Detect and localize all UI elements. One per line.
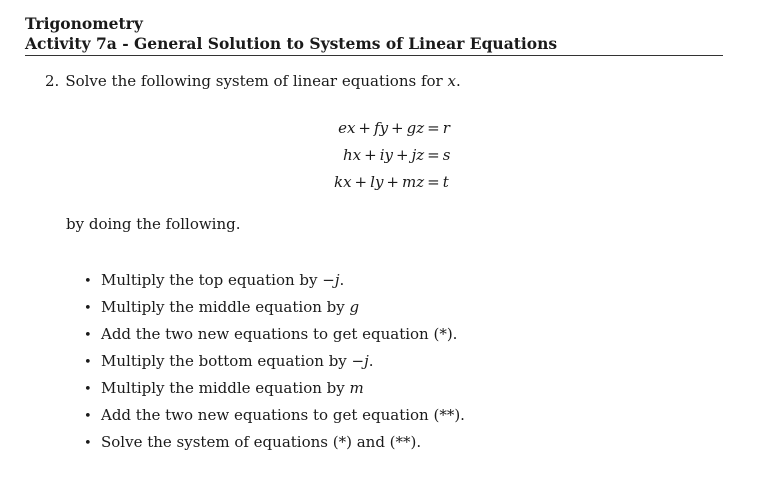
- equation-row: [334, 168, 450, 195]
- activity-title: Activity 7a - General Solution to Systems of Linear Equations: [25, 34, 558, 53]
- equation-lhs: kx + ly + mz: [334, 172, 425, 191]
- step-text: Add the two new equations to get equation (**).: [101, 406, 465, 424]
- step-math: g: [349, 298, 360, 316]
- problem-variable: x: [447, 72, 456, 90]
- step-item: [84, 267, 465, 294]
- header-divider: [25, 55, 723, 56]
- step-punctuation: .: [368, 352, 374, 370]
- step-item: [84, 429, 465, 456]
- equation-row: [334, 114, 450, 141]
- equation-rhs: = t: [424, 172, 449, 191]
- step-text: Multiply the middle equation by: [101, 298, 350, 316]
- equation-system: [0, 114, 771, 195]
- equation-lhs: hx + iy + jz: [343, 145, 425, 164]
- bullet-icon: •: [84, 382, 92, 397]
- step-text: Add the two new equations to get equation (*).: [101, 325, 458, 343]
- step-text: Solve the system of equations (*) and (**).: [101, 433, 422, 451]
- step-math: −j: [351, 352, 369, 370]
- step-math: −j: [322, 271, 340, 289]
- equation-row: [334, 141, 450, 168]
- step-item: [84, 348, 465, 375]
- step-item: [84, 294, 465, 321]
- step-text: Multiply the top equation by: [101, 271, 323, 289]
- step-text: Multiply the middle equation by: [101, 379, 350, 397]
- equation-table: [334, 114, 450, 195]
- step-item: [84, 402, 465, 429]
- problem-prompt: Solve the following system of linear equations for: [65, 72, 443, 90]
- equation-lhs: ex + fy + gz: [338, 118, 425, 137]
- step-punctuation: .: [339, 271, 345, 289]
- instructions-lead-in: by doing the following.: [66, 215, 241, 233]
- bullet-icon: •: [84, 409, 92, 424]
- problem-end: .: [455, 72, 461, 90]
- bullet-icon: •: [84, 328, 92, 343]
- bullet-icon: •: [84, 436, 92, 451]
- step-math: m: [349, 379, 364, 397]
- step-item: [84, 375, 465, 402]
- document-header: [25, 14, 723, 54]
- problem-statement: [45, 70, 461, 92]
- course-title: Trigonometry: [25, 14, 143, 33]
- steps-list: [84, 267, 465, 456]
- problem-number: 2.: [45, 72, 60, 90]
- equation-rhs: = s: [424, 145, 451, 164]
- step-item: [84, 321, 465, 348]
- bullet-icon: •: [84, 274, 92, 289]
- bullet-icon: •: [84, 301, 92, 316]
- step-text: Multiply the bottom equation by: [101, 352, 352, 370]
- equation-rhs: = r: [424, 118, 450, 137]
- bullet-icon: •: [84, 355, 92, 370]
